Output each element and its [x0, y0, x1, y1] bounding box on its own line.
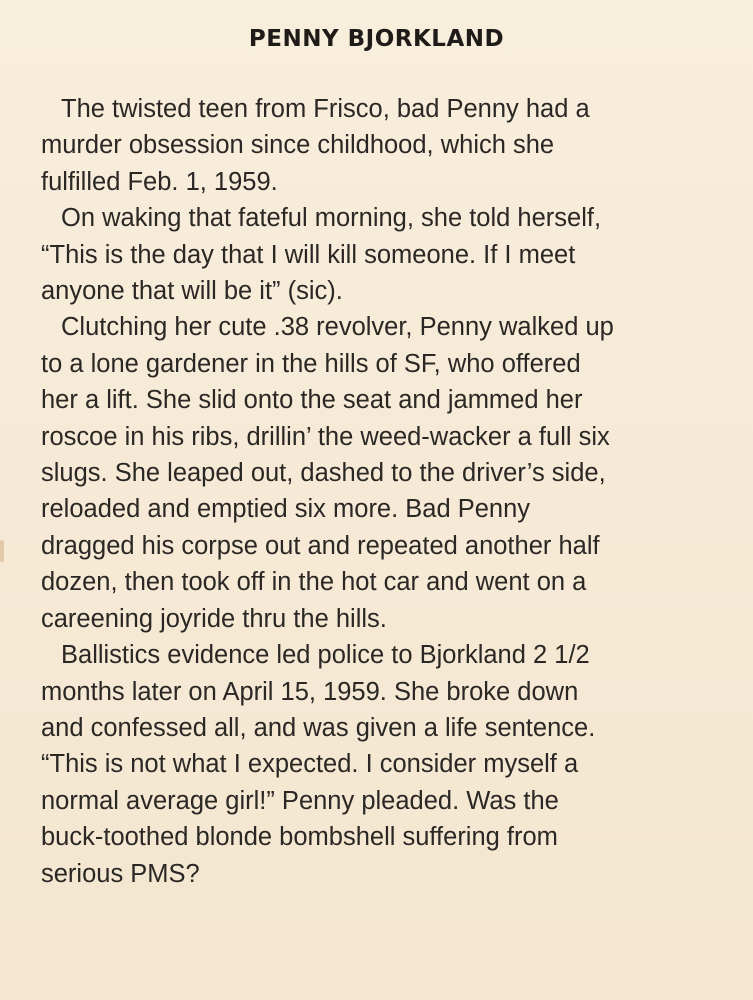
text-line: “This is the day that I will kill someone. If I meet — [41, 240, 576, 269]
article-body — [41, 91, 716, 892]
text-line: roscoe in his ribs, drillin’ the weed-wacker a full six — [41, 422, 610, 451]
text-line: and confessed all, and was given a life sentence. — [41, 713, 596, 742]
text-line: Ballistics evidence led police to Bjorkland 2 1/2 — [61, 641, 590, 670]
text-line: “This is not what I expected. I consider myself a — [41, 750, 579, 779]
paper-stain — [0, 540, 4, 562]
text-line: anyone that will be it” (sic). — [41, 277, 343, 306]
text-line: months later on April 15, 1959. She broke down — [41, 677, 579, 706]
text-line: her a lift. She slid onto the seat and jammed her — [41, 386, 583, 415]
text-line: buck-toothed blonde bombshell suffering from — [41, 823, 558, 852]
text-line: On waking that fateful morning, she told herself, — [61, 204, 602, 233]
text-line: Clutching her cute .38 revolver, Penny walked up — [61, 313, 614, 342]
text-line: normal average girl!” Penny pleaded. Was the — [41, 786, 559, 815]
text-line: serious PMS? — [41, 859, 200, 888]
text-line: dragged his corpse out and repeated another half — [41, 531, 600, 560]
text-line: reloaded and emptied six more. Bad Penny — [41, 495, 531, 524]
text-line: slugs. She leaped out, dashed to the driver’s side, — [41, 459, 606, 488]
text-line: The twisted teen from Frisco, bad Penny had a — [61, 95, 590, 123]
text-line: careening joyride thru the hills. — [41, 604, 387, 633]
text-line: dozen, then took off in the hot car and went on a — [41, 568, 587, 597]
text-line: to a lone gardener in the hills of SF, who offered — [41, 349, 581, 378]
text-line: fulfilled Feb. 1, 1959. — [41, 167, 278, 196]
page-title: PENNY BJORKLAND — [248, 26, 505, 52]
text-line: murder obsession since childhood, which she — [41, 131, 555, 160]
